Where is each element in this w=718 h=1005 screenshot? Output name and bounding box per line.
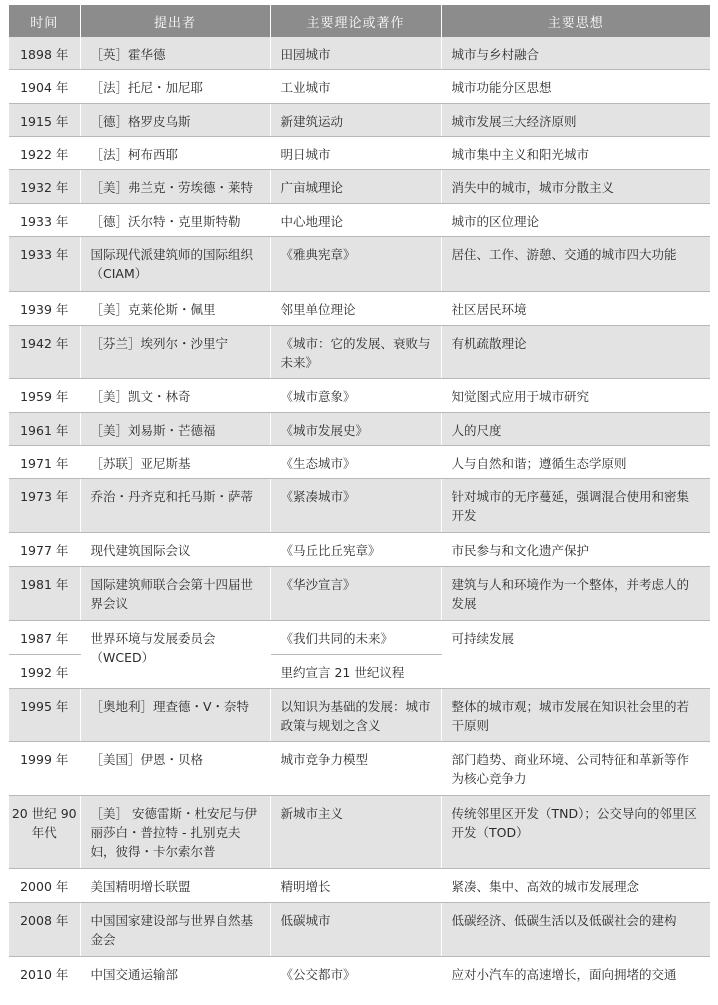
cell-proposer: 美国精明增长联盟	[80, 868, 270, 902]
cell-proposer: 中国交通运输部	[80, 956, 270, 989]
cell-proposer: ［芬兰］埃列尔・沙里宁	[80, 325, 270, 378]
cell-idea: 社区居民环境	[441, 291, 710, 325]
cell-proposer: ［美］克莱伦斯・佩里	[80, 291, 270, 325]
cell-idea: 应对小汽车的高速增长，面向拥堵的交通	[451, 966, 677, 982]
cell-idea: 城市集中主义和阳光城市	[441, 136, 710, 169]
cell-proposer: ［德］格罗皮乌斯	[80, 103, 270, 136]
cell-idea: 整体的城市观；城市发展在知识社会里的若干原则	[441, 688, 710, 741]
cell-idea: 市民参与和文化遗产保护	[441, 532, 710, 566]
cell-year: 1933 年	[9, 236, 80, 291]
cell-work: 《城市：它的发展、衰败与未来》	[270, 325, 441, 378]
cell-proposer: ［德］沃尔特・克里斯特勒	[80, 203, 270, 236]
table-row	[9, 956, 710, 989]
table-row	[9, 412, 710, 445]
cell-idea: 建筑与人和环境作为一个整体，并考虑人的发展	[441, 566, 710, 620]
cell-work: 邻里单位理论	[270, 291, 441, 325]
cell-year: 1933 年	[9, 203, 80, 236]
cell-year: 1904 年	[9, 69, 80, 103]
cell-year: 1959 年	[9, 378, 80, 412]
cell-year: 20 世纪 90 年代	[9, 795, 80, 868]
table-row	[9, 203, 710, 236]
cell-year: 1987 年	[9, 620, 80, 654]
table-row	[9, 37, 710, 69]
cell-proposer: 乔治・丹齐克和托马斯・萨蒂	[80, 478, 270, 532]
cell-work: 新城市主义	[270, 795, 441, 868]
cell-year: 1977 年	[9, 532, 80, 566]
table-row	[9, 325, 710, 378]
cell-year: 1922 年	[9, 136, 80, 169]
cell-proposer: ［美］弗兰克・劳埃德・莱特	[80, 169, 270, 203]
table-row	[9, 620, 710, 654]
table-row	[9, 236, 710, 291]
table-row	[9, 291, 710, 325]
cell-year: 1995 年	[9, 688, 80, 741]
table-row	[9, 532, 710, 566]
cell-work: 新建筑运动	[270, 103, 441, 136]
table-row	[9, 445, 710, 478]
header-work: 主要理论或著作	[270, 5, 441, 37]
cell-idea: 低碳经济、低碳生活以及低碳社会的建构	[441, 902, 710, 956]
cell-year: 1915 年	[9, 103, 80, 136]
cell-idea: 人的尺度	[441, 412, 710, 445]
cell-idea: 针对城市的无序蔓延，强调混合使用和密集开发	[441, 478, 710, 532]
cell-year: 1971 年	[9, 445, 80, 478]
cell-work: 工业城市	[270, 69, 441, 103]
cell-proposer: ［英］霍华德	[80, 37, 270, 69]
cell-idea: 城市的区位理论	[441, 203, 710, 236]
cell-proposer: 中国国家建设部与世界自然基金会	[80, 902, 270, 956]
cell-work: 《紧凑城市》	[270, 478, 441, 532]
cell-work: 明日城市	[270, 136, 441, 169]
cell-year: 1992 年	[9, 654, 80, 688]
cell-year: 1939 年	[9, 291, 80, 325]
cell-proposer: 现代建筑国际会议	[80, 532, 270, 566]
cell-idea: 城市发展三大经济原则	[441, 103, 710, 136]
cell-work: 中心地理论	[270, 203, 441, 236]
cell-proposer: 国际建筑师联合会第十四届世界会议	[80, 566, 270, 620]
cell-year: 2000 年	[9, 868, 80, 902]
cell-idea: 城市功能分区思想	[441, 69, 710, 103]
cell-idea: 城市与乡村融合	[441, 37, 710, 69]
cell-work: 《我们共同的未来》	[270, 620, 441, 654]
table-row	[9, 795, 710, 868]
cell-proposer: ［美］ 安德雷斯・杜安尼与伊丽莎白・普拉特 - 扎别克夫妇，彼得・卡尔索尔普	[80, 795, 270, 868]
cell-proposer: ［美国］伊恩・贝格	[80, 741, 270, 795]
cell-work: 《马丘比丘宪章》	[270, 532, 441, 566]
table-row	[9, 902, 710, 956]
cell-work: 《城市意象》	[270, 378, 441, 412]
cell-year: 1932 年	[9, 169, 80, 203]
cell-year: 2010 年	[9, 956, 80, 989]
cell-idea: 传统邻里区开发（TND）；公交导向的邻里区开发（TOD）	[441, 795, 710, 868]
cell-year: 1961 年	[9, 412, 80, 445]
cell-idea: 可持续发展	[441, 620, 710, 688]
cell-year: 1973 年	[9, 478, 80, 532]
cell-work: 低碳城市	[270, 902, 441, 956]
cell-year: 1981 年	[9, 566, 80, 620]
table-row	[9, 688, 710, 741]
cell-work: 《公交都市》	[270, 956, 441, 989]
cell-proposer: ［法］柯布西耶	[80, 136, 270, 169]
header-time: 时间	[9, 5, 80, 37]
table-row	[9, 478, 710, 532]
cell-proposer: 世界环境与发展委员会（WCED）	[80, 620, 270, 688]
table-row	[9, 868, 710, 902]
cell-work: 《华沙宣言》	[270, 566, 441, 620]
cell-proposer: ［美］刘易斯・芒德福	[80, 412, 270, 445]
table-row	[9, 103, 710, 136]
cell-proposer: ［苏联］亚尼斯基	[80, 445, 270, 478]
cell-year: 1942 年	[9, 325, 80, 378]
cell-work: 《雅典宪章》	[270, 236, 441, 291]
table-row	[9, 566, 710, 620]
cell-work: 城市竞争力模型	[270, 741, 441, 795]
cell-work: 以知识为基础的发展：城市政策与规划之含义	[270, 688, 441, 741]
cell-idea: 有机疏散理论	[441, 325, 710, 378]
cell-idea: 部门趋势、商业环境、公司特征和革新等作为核心竞争力	[441, 741, 710, 795]
cell-idea: 消失中的城市，城市分散主义	[441, 169, 710, 203]
cell-proposer: ［美］凯文・林奇	[80, 378, 270, 412]
table-row	[9, 169, 710, 203]
table-row	[9, 741, 710, 795]
cell-work: 田园城市	[270, 37, 441, 69]
table-row	[9, 136, 710, 169]
cell-year: 2008 年	[9, 902, 80, 956]
cell-work: 《生态城市》	[270, 445, 441, 478]
header-proposer: 提出者	[80, 5, 270, 37]
cell-work: 精明增长	[270, 868, 441, 902]
cell-year: 1999 年	[9, 741, 80, 795]
cell-work: 里约宣言 21 世纪议程	[270, 654, 441, 688]
cell-idea: 紧凑、集中、高效的城市发展理念	[441, 868, 710, 902]
cell-year: 1898 年	[9, 37, 80, 69]
cell-idea: 知觉图式应用于城市研究	[441, 378, 710, 412]
header-row	[9, 5, 710, 37]
cell-proposer: ［法］托尼・加尼耶	[80, 69, 270, 103]
theory-table	[9, 5, 710, 989]
table-row	[9, 69, 710, 103]
table-row	[9, 378, 710, 412]
cell-idea: 居住、工作、游憩、交通的城市四大功能	[441, 236, 710, 291]
cell-proposer: 国际现代派建筑师的国际组织（CIAM）	[80, 236, 270, 291]
cell-proposer: ［奥地利］理查德・V・奈特	[80, 688, 270, 741]
cell-work: 广亩城理论	[270, 169, 441, 203]
header-idea: 主要思想	[441, 5, 710, 37]
cell-work: 《城市发展史》	[270, 412, 441, 445]
cell-idea: 人与自然和谐；遵循生态学原则	[441, 445, 710, 478]
